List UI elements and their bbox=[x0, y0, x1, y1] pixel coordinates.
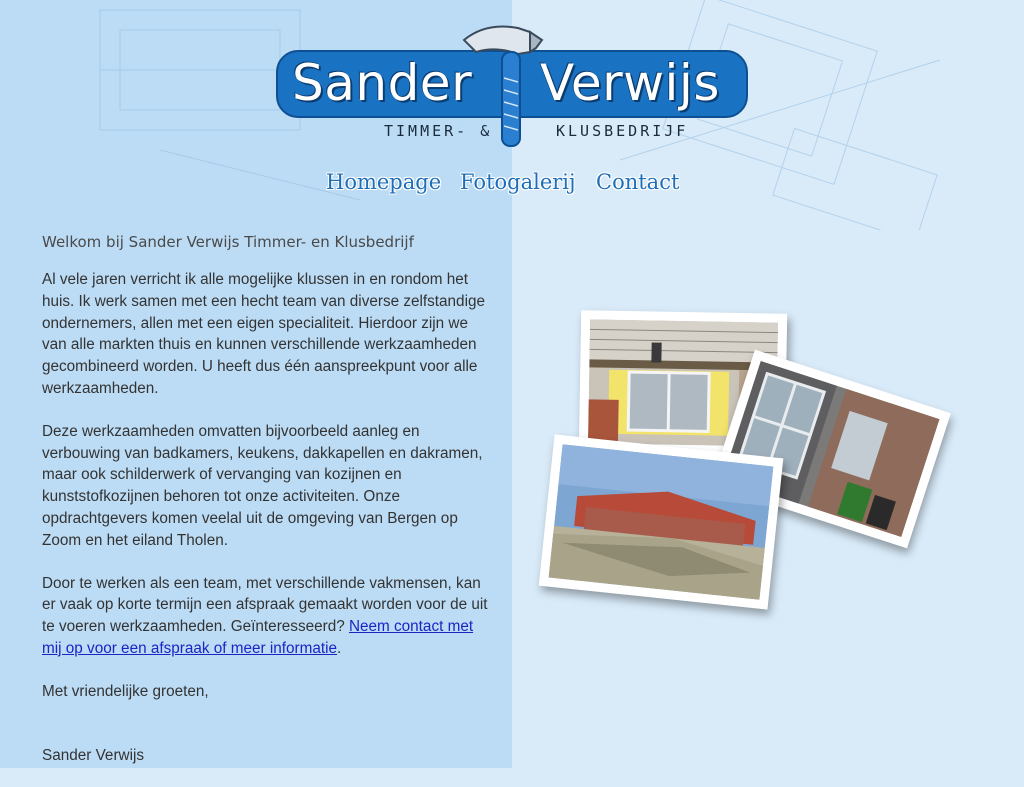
logo-word-sander: Sander bbox=[292, 54, 473, 112]
logo-tagline-right: KLUSBEDRIJF bbox=[556, 122, 689, 140]
page-title: Welkom bij Sander Verwijs Timmer- en Klusbedrijf bbox=[42, 233, 414, 251]
logo-word-verwijs: Verwijs bbox=[540, 54, 720, 112]
contact-paragraph-end: . bbox=[337, 639, 342, 657]
site-logo[interactable] bbox=[276, 18, 750, 148]
nav-link-homepage[interactable]: Homepage bbox=[326, 170, 442, 194]
greeting: Met vriendelijke groeten, bbox=[42, 682, 209, 700]
intro-paragraph: Al vele jaren verricht ik alle mogelijke klussen in en rondom het huis. Ik werk samen met een hecht team van diverse zelfstandige ondernemers, allen met een eigen specialiteit. Hierdoor zijn we van alle markten thuis en kunnen verschillende werkzaamheden gecombineerd worden. U heeft dus één aanspreekpunt voor alle werkzaamheden. bbox=[42, 271, 485, 397]
signature: Sander Verwijs bbox=[42, 746, 145, 764]
main-content bbox=[42, 232, 492, 787]
contact-link[interactable]: Neem contact met mij op voor een afspraak of meer informatie bbox=[42, 618, 474, 657]
contact-paragraph bbox=[42, 573, 492, 660]
services-paragraph: Deze werkzaamheden omvatten bijvoorbeeld aanleg en verbouwing van badkamers, keukens, dakkapellen en dakramen, maar ook schilderwerk of vervanging van kozijnen en kunststofkozijnen behoren tot onze activiteiten. Onze opdrachtgevers komen veelal uit de omgeving van Bergen op Zoom en het eiland Tholen. bbox=[42, 422, 483, 549]
nav-link-fotogalerij[interactable]: Fotogalerij bbox=[460, 170, 576, 194]
nav-link-contact[interactable]: Contact bbox=[596, 170, 680, 194]
photo-construction-site bbox=[539, 434, 784, 609]
contact-paragraph-text: Door te werken als een team, met verschillende vakmensen, kan er vaak op korte termijn een afspraak gemaakt worden voor de uit te voeren werkzaamheden. Geïnteresseerd? bbox=[42, 574, 488, 636]
logo-tagline-left: TIMMER- & bbox=[384, 122, 493, 140]
